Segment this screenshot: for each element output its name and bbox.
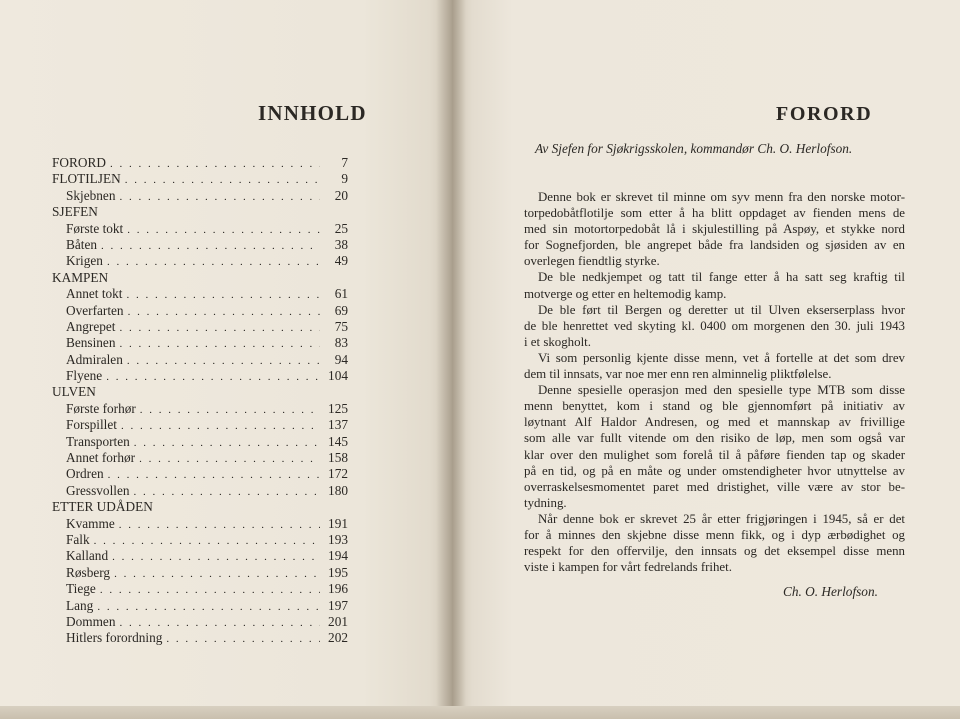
toc-entry-page: 202 bbox=[328, 630, 348, 646]
foreword-line: tydning. bbox=[524, 495, 567, 510]
toc-entry bbox=[52, 614, 348, 630]
foreword-line: respekt for den offervilje, den innsats og det eksempel disse menn bbox=[524, 544, 905, 559]
toc-entry bbox=[52, 237, 348, 253]
toc-entry-page: 172 bbox=[328, 466, 348, 482]
toc-entry-page: 94 bbox=[334, 351, 348, 367]
toc-entry-label: Båten bbox=[66, 236, 98, 252]
foreword-line: motverge og etter en heltemodig kamp. bbox=[524, 286, 727, 301]
foreword-line: løytnant Alf Haldor Andresen, og med et mannskap av frivillige bbox=[524, 415, 905, 430]
toc-dot-leader bbox=[114, 566, 320, 582]
foreword-line: Vi som personlig kjente disse menn, vet å fortelle at det som drev bbox=[538, 350, 905, 365]
toc-entry-page: 7 bbox=[341, 155, 348, 170]
toc-dot-leader bbox=[134, 484, 320, 500]
foreword-line: menn benyttet, kom i stand og ble gjennomført på initiativ av bbox=[524, 399, 905, 414]
book-gutter bbox=[436, 0, 466, 719]
toc-entry-page: 25 bbox=[334, 220, 348, 236]
table-of-contents bbox=[52, 155, 348, 647]
toc-entry bbox=[52, 565, 348, 581]
toc-entry-label: Annet forhør bbox=[66, 450, 136, 466]
toc-entry bbox=[52, 188, 348, 204]
toc-entry-page: 20 bbox=[334, 187, 348, 203]
toc-dot-leader bbox=[120, 615, 321, 631]
toc-entry-page: 38 bbox=[334, 236, 348, 252]
toc-dot-leader bbox=[112, 549, 320, 565]
toc-dot-leader bbox=[127, 222, 320, 238]
toc-entry-page: 61 bbox=[334, 286, 348, 302]
toc-dot-leader bbox=[101, 238, 320, 254]
toc-entry-page: 196 bbox=[328, 581, 348, 597]
toc-entry-page: 191 bbox=[328, 515, 348, 531]
toc-entry-label: Kalland bbox=[66, 548, 109, 564]
foreword-line: De ble nedkjempet og tatt til fange etter å ha satt seg kraftig til bbox=[538, 270, 905, 285]
toc-entry bbox=[52, 483, 348, 499]
toc-entry bbox=[52, 253, 348, 269]
foreword-line: med sin motortorpedobåt lå i skjulestilling på Aspøy, et stykke nord bbox=[524, 222, 905, 237]
toc-entry-page: 75 bbox=[334, 318, 348, 334]
toc-entry bbox=[52, 286, 348, 302]
toc-entry-label: ULVEN bbox=[52, 384, 96, 400]
toc-entry-label: ETTER UDÅDEN bbox=[52, 499, 153, 515]
toc-entry-label: Angrepet bbox=[66, 318, 116, 334]
toc-entry bbox=[52, 270, 348, 286]
foreword-line: overlegen fiendtlig styrke. bbox=[524, 254, 660, 269]
toc-entry bbox=[52, 548, 348, 564]
toc-entry bbox=[52, 319, 348, 335]
toc-entry-label: Forspillet bbox=[66, 417, 117, 433]
foreword-title: FORORD bbox=[776, 103, 873, 125]
toc-entry bbox=[52, 598, 348, 614]
toc-entry bbox=[52, 204, 348, 220]
toc-entry-label: Ordren bbox=[66, 466, 104, 482]
toc-dot-leader bbox=[127, 353, 320, 369]
toc-dot-leader bbox=[166, 631, 320, 647]
toc-entry bbox=[52, 401, 348, 417]
toc-dot-leader bbox=[139, 451, 320, 467]
toc-entry-label: Krigen bbox=[66, 253, 103, 269]
toc-entry-label: Dommen bbox=[66, 613, 116, 629]
toc-entry bbox=[52, 434, 348, 450]
toc-entry bbox=[52, 450, 348, 466]
toc-entry-page: 145 bbox=[328, 433, 348, 449]
toc-dot-leader bbox=[107, 254, 320, 270]
toc-entry-page: 49 bbox=[334, 253, 348, 269]
foreword-line: De ble ført til Bergen og deretter ut til Ulven ekserserplass hvor bbox=[538, 302, 905, 317]
toc-entry bbox=[52, 335, 348, 351]
left-page bbox=[0, 0, 452, 719]
toc-dot-leader bbox=[108, 467, 320, 483]
toc-entry-page: 197 bbox=[328, 597, 348, 613]
toc-entry-page: 125 bbox=[328, 400, 348, 416]
toc-entry bbox=[52, 581, 348, 597]
toc-dot-leader bbox=[121, 418, 320, 434]
toc-entry-page: 69 bbox=[334, 302, 348, 318]
toc-entry-page: 104 bbox=[328, 368, 348, 384]
foreword-byline: Av Sjefen for Sjøkrigsskolen, kommandør Ch. O. Herlofson. bbox=[535, 141, 853, 156]
toc-dot-leader bbox=[120, 189, 321, 205]
toc-dot-leader bbox=[110, 156, 320, 172]
foreword-line: Når denne bok er skrevet 25 år etter frigjøringen i 1945, så er det bbox=[538, 511, 905, 526]
toc-dot-leader bbox=[97, 599, 320, 615]
page-edge bbox=[0, 706, 960, 719]
toc-entry bbox=[52, 630, 348, 646]
toc-entry-label: Flyene bbox=[66, 368, 103, 384]
toc-entry bbox=[52, 384, 348, 400]
toc-entry-label: SJEFEN bbox=[52, 204, 98, 220]
foreword-line: Denne bok er skrevet til minne om syv menn fra den norske motor- bbox=[538, 190, 905, 204]
toc-entry bbox=[52, 499, 348, 515]
foreword-body bbox=[524, 189, 905, 575]
foreword-line: torpedobåtflotilje som etter å ha blitt oppdaget av fienden mens de bbox=[524, 206, 905, 221]
toc-entry-page: 180 bbox=[328, 482, 348, 498]
foreword-line: de ble henrettet ved skyting kl. 0400 om morgenen den 30. juli 1943 bbox=[524, 318, 905, 333]
toc-entry-label: Tiege bbox=[66, 581, 96, 597]
foreword-line: for Sognefjorden, ble angrepet både fra landsiden og sjøsiden av en bbox=[524, 238, 905, 253]
toc-entry bbox=[52, 352, 348, 368]
toc-dot-leader bbox=[125, 172, 320, 188]
toc-entry-label: Bensinen bbox=[66, 335, 116, 351]
toc-entry-label: Transporten bbox=[66, 433, 130, 449]
toc-entry-page: 83 bbox=[334, 335, 348, 351]
toc-entry-label: Overfarten bbox=[66, 302, 124, 318]
toc-dot-leader bbox=[106, 369, 320, 385]
toc-entry-label: Admiralen bbox=[66, 351, 123, 367]
foreword-line: Denne spesielle operasjon med den spesielle type MTB som disse bbox=[538, 383, 905, 398]
toc-dot-leader bbox=[128, 304, 320, 320]
toc-dot-leader bbox=[140, 402, 320, 418]
toc-dot-leader bbox=[94, 533, 320, 549]
toc-entry-page: 195 bbox=[328, 564, 348, 580]
toc-entry-label: Falk bbox=[66, 531, 90, 547]
toc-dot-leader bbox=[127, 287, 320, 303]
toc-entry-label: Gressvollen bbox=[66, 482, 130, 498]
toc-entry-label: Første forhør bbox=[66, 400, 136, 416]
toc-entry bbox=[52, 368, 348, 384]
toc-entry-page: 158 bbox=[328, 450, 348, 466]
toc-dot-leader bbox=[119, 517, 320, 533]
toc-entry-label: Skjebnen bbox=[66, 187, 116, 203]
toc-entry-label: Annet tokt bbox=[66, 286, 123, 302]
toc-entry-label: KAMPEN bbox=[52, 269, 109, 285]
foreword-line: i et skogholt. bbox=[524, 334, 591, 349]
toc-dot-leader bbox=[119, 320, 320, 336]
foreword-line: som alle var fullt vitende om den risiko de løp, men som også var bbox=[524, 431, 905, 446]
toc-entry-label: FORORD bbox=[52, 155, 106, 170]
toc-entry-label: Første tokt bbox=[66, 220, 124, 236]
toc-entry-label: Røsberg bbox=[66, 564, 111, 580]
toc-entry bbox=[52, 417, 348, 433]
toc-entry-page: 194 bbox=[328, 548, 348, 564]
foreword-line: for å minnes den skjebne disse menn fikk, og i dyp ærbødighet og bbox=[524, 527, 905, 542]
foreword-line: overraskelsesmomentet paret med dristighet, ville være av stor be- bbox=[524, 479, 905, 494]
foreword-line: viste i kampen for vårt fedrelands frihet. bbox=[524, 560, 732, 575]
foreword-signature: Ch. O. Herlofson. bbox=[783, 584, 878, 599]
toc-entry-label: FLOTILJEN bbox=[52, 171, 121, 187]
toc-entry bbox=[52, 516, 348, 532]
toc-title: INNHOLD bbox=[258, 101, 367, 125]
toc-entry bbox=[52, 171, 348, 187]
toc-dot-leader bbox=[134, 435, 320, 451]
toc-entry-label: Kvamme bbox=[66, 515, 115, 531]
toc-entry-label: Lang bbox=[66, 597, 94, 613]
toc-dot-leader bbox=[120, 336, 321, 352]
foreword-line: på en tid, og på en måte og under omstendigheter hvor utnyttelse av bbox=[524, 463, 905, 478]
toc-entry-page: 193 bbox=[328, 531, 348, 547]
foreword-line: klar over den mulighet som forelå til å påføre fienden tap og skader bbox=[524, 447, 905, 462]
toc-dot-leader bbox=[100, 582, 320, 598]
toc-entry bbox=[52, 466, 348, 482]
toc-entry-page: 201 bbox=[328, 613, 348, 629]
toc-entry bbox=[52, 532, 348, 548]
toc-entry-label: Hitlers forordning bbox=[66, 630, 163, 646]
foreword-line: dem til innsats, var noe mer enn ren alminnelig pliktfølelse. bbox=[524, 367, 832, 382]
toc-entry-page: 137 bbox=[328, 417, 348, 433]
toc-entry bbox=[52, 221, 348, 237]
toc-entry bbox=[52, 155, 348, 171]
toc-entry bbox=[52, 303, 348, 319]
toc-entry-page: 9 bbox=[341, 171, 348, 187]
